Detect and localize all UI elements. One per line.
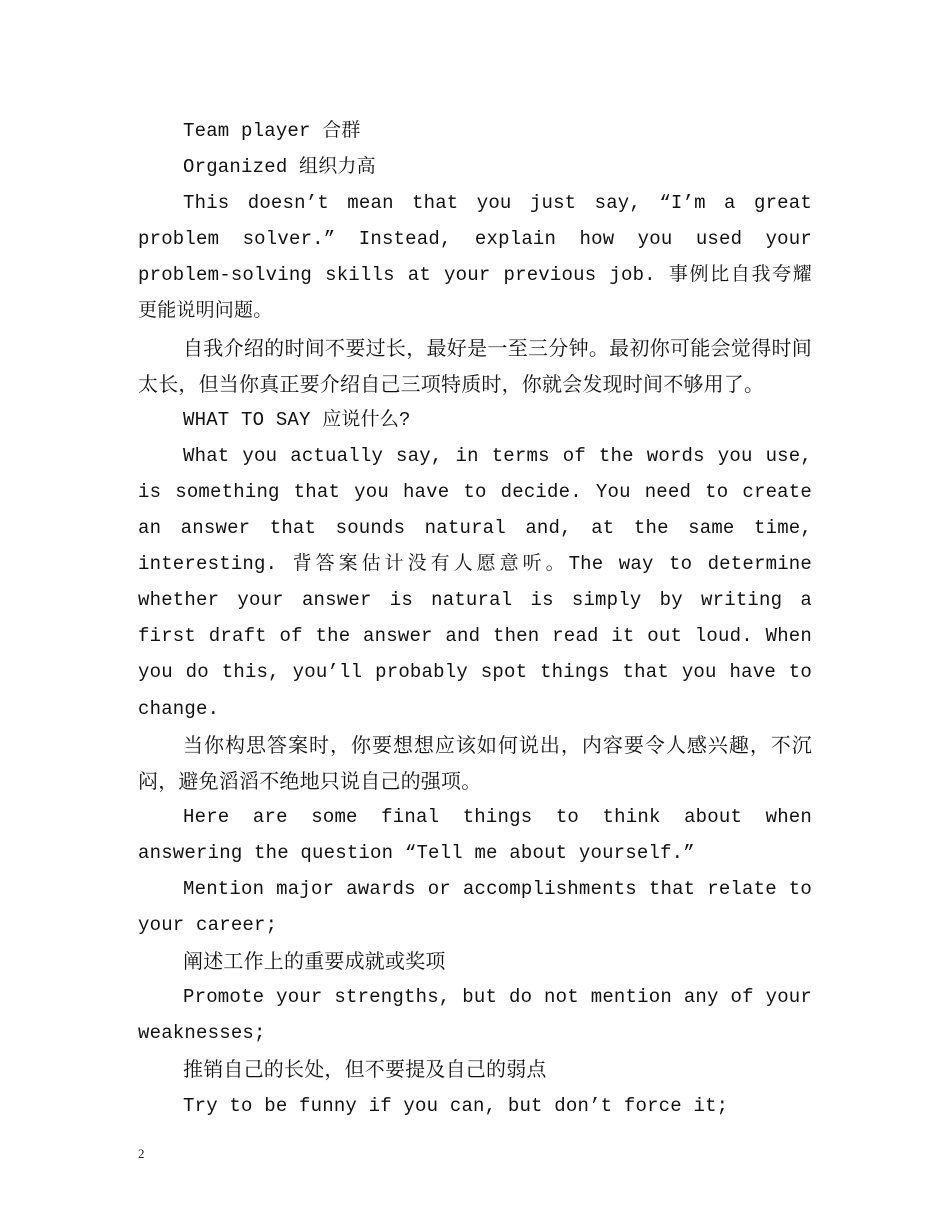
paragraph-problem-solver: This doesn’t mean that you just say, “I’m a great problem solver.” Instead, explain how you used your problem-solving skills at your previous job. 事例比自我夸耀更能说明问题。 [138, 192, 812, 323]
paragraph-be-funny: Try to be funny if you can, but don’t force it; [183, 1094, 729, 1117]
document-body [138, 113, 812, 1124]
page-number: 2 [138, 1146, 145, 1161]
paragraph-final-things: Here are some final things to think about when answering the question “Tell me about yourself.” [138, 805, 812, 864]
paragraph-promote-strengths: Promote your strengths, but do not mention any of your weaknesses; [138, 986, 812, 1045]
paragraph-organized: Organized 组织力高 [183, 156, 376, 179]
paragraph-awards-cn: 阐述工作上的重要成就或奖项 [183, 949, 446, 974]
paragraph-team-player: Team player 合群 [183, 120, 361, 142]
paragraph-what-you-say: What you actually say, in terms of the words you use, is something that you have to decide. You need to create an answer that sounds natural and, at the same time, interesting. 背答案估计没有人愿意听。The way to determine whether your answer is natural is simply by writing a first draft of the answer and then read it out loud. When you do this, you’ll probably spot things that you have to change. [138, 444, 812, 720]
paragraph-mention-awards: Mention major awards or accomplishments that relate to your career; [138, 877, 812, 937]
paragraph-strengths-cn: 推销自己的长处，但不要提及自己的弱点 [183, 1057, 547, 1082]
heading-what-to-say: WHAT TO SAY 应说什么? [183, 408, 411, 431]
paragraph-compose-answer: 当你构思答案时，你要想想应该如何说出，内容要令人感兴趣，不沉闷，避免滔滔不绝地只说自己的强项。 [138, 732, 812, 793]
paragraph-intro-length: 自我介绍的时间不要过长，最好是一至三分钟。最初你可能会觉得时间太长，但当你真正要介绍自己三项特质时，你就会发现时间不够用了。 [138, 335, 812, 396]
